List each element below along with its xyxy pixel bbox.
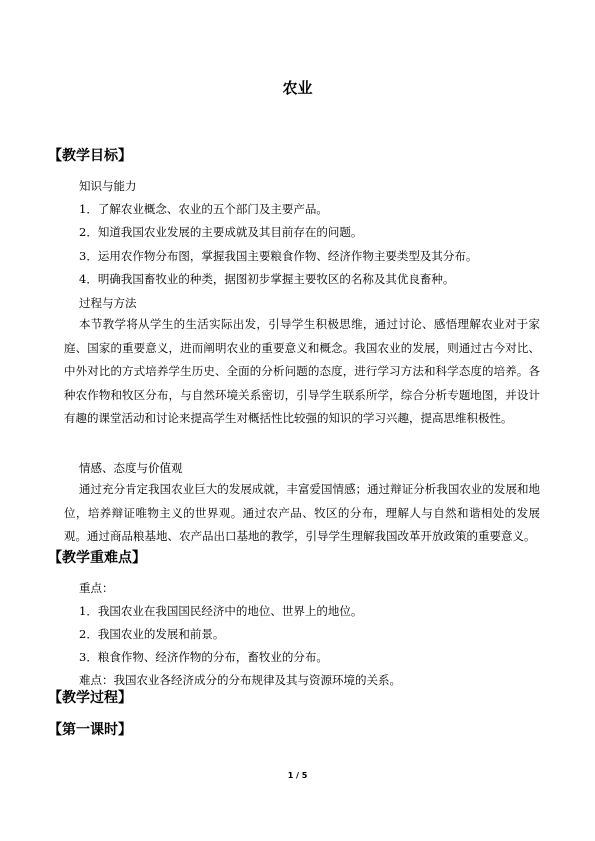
document-title: 农业: [282, 79, 313, 97]
values-label: 情感、态度与价值观: [79, 461, 183, 475]
process-label: 过程与方法: [79, 296, 137, 310]
process-heading: 【教学过程】: [48, 690, 132, 706]
key-item-3: 3．粮食作物、经济作物的分布，畜牧业的分布。: [79, 650, 328, 664]
knowledge-label: 知识与能力: [79, 179, 137, 193]
process-paragraph: 本节教学将从学生的生活实际出发，引导学生积极思维，通过讨论、感悟理解农业对于家庭、国家的重要意义，进而阐明农业的重要意义和概念。我国农业的发展，则通过古今对比、中外对比的方式培养学生历史、全面的分析问题的态度，进行学习方法和科学态度的培养。各种农作物和牧区分布，与自然环境关系密切，引导学生联系所学，综合分析专题地图，并设计有趣的课堂活动和讨论来提高学生对概括性比较强的知识的学习兴趣，提高思维积极性。: [64, 317, 540, 426]
difficulty-text: 难点：我国农业各经济成分的分布规律及其与资源环境的关系。: [79, 673, 401, 687]
knowledge-item-3: 3．运用农作物分布图，掌握我国主要粮食作物、经济作物主要类型及其分布。: [79, 249, 478, 263]
first-lesson-heading: 【第一课时】: [48, 722, 132, 738]
key-item-2: 2．我国农业的发展和前景。: [79, 627, 225, 641]
key-points-heading: 【教学重难点】: [48, 550, 146, 566]
key-label: 重点：: [79, 581, 114, 595]
knowledge-item-1: 1．了解农业概念、农业的五个部门及主要产品。: [79, 202, 328, 216]
key-item-1: 1．我国农业在我国国民经济中的地位、世界上的地位。: [79, 604, 363, 618]
knowledge-item-4: 4．明确我国畜牧业的种类，据图初步掌握主要牧区的名称及其优良畜种。: [79, 272, 455, 286]
knowledge-item-2: 2．知道我国农业发展的主要成就及其目前存在的问题。: [79, 225, 363, 239]
objectives-heading: 【教学目标】: [48, 148, 132, 164]
values-paragraph: 通过充分肯定我国农业巨大的发展成就，丰富爱国情感；通过辩证分析我国农业的发展和地位，培养辩证唯物主义的世界观。通过农产品、牧区的分布，理解人与自然和谐相处的发展观。通过商品粮基地、农产品出口基地的教学，引导学生理解我国改革开放政策的重要意义。: [64, 482, 540, 544]
page-number: 1 / 5: [287, 771, 308, 780]
